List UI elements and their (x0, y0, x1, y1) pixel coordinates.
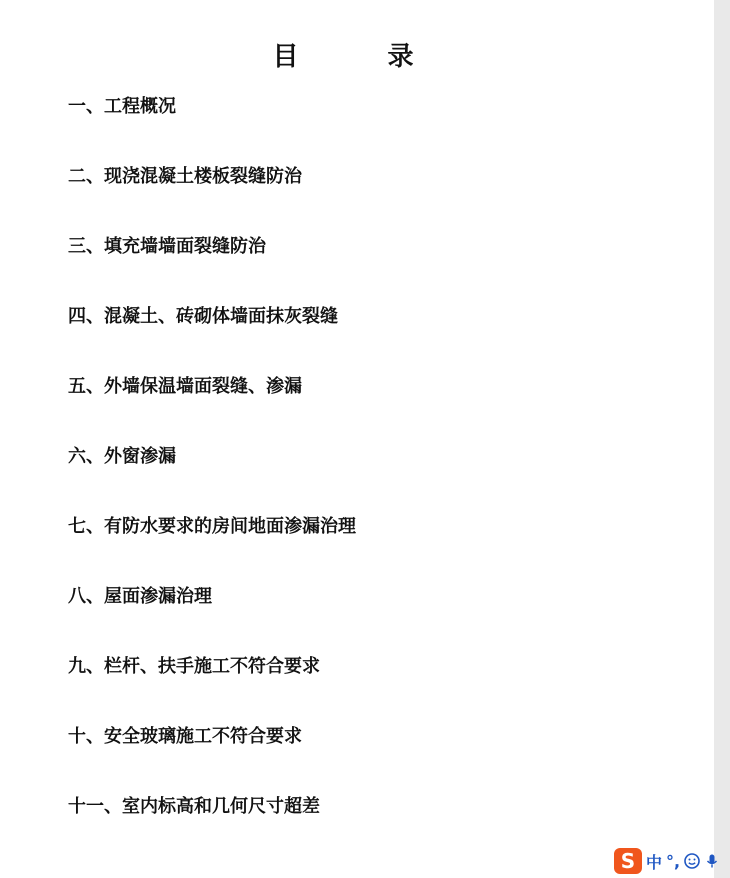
ime-mode-toggle[interactable]: 中 (646, 852, 663, 872)
toc-item[interactable]: 九、栏杆、扶手施工不符合要求 (68, 656, 320, 677)
toc-title: 目 录 (272, 42, 454, 72)
ime-toolbar[interactable] (614, 846, 730, 876)
toc-item[interactable]: 六、外窗渗漏 (68, 446, 176, 467)
toc-item[interactable]: 二、现浇混凝土楼板裂缝防治 (68, 166, 302, 187)
smiley-icon[interactable] (684, 853, 700, 869)
toc-item[interactable]: 五、外墙保温墙面裂缝、渗漏 (68, 376, 302, 397)
toc-item[interactable]: 三、填充墙墙面裂缝防治 (68, 236, 266, 257)
microphone-icon[interactable] (704, 853, 720, 869)
toc-item[interactable]: 十、安全玻璃施工不符合要求 (68, 726, 302, 747)
sogou-logo-icon[interactable]: S (614, 848, 642, 874)
table-of-contents (68, 92, 356, 862)
vertical-scrollbar[interactable] (714, 0, 730, 878)
toc-item[interactable]: 十一、室内标高和几何尺寸超差 (68, 796, 320, 817)
toc-item[interactable]: 七、有防水要求的房间地面渗漏治理 (68, 516, 356, 537)
toc-item[interactable]: 八、屋面渗漏治理 (68, 586, 212, 607)
toc-item[interactable]: 一、工程概况 (68, 96, 176, 117)
toc-item[interactable]: 四、混凝土、砖砌体墙面抹灰裂缝 (68, 306, 338, 327)
punctuation-toggle[interactable]: °, (666, 851, 681, 871)
